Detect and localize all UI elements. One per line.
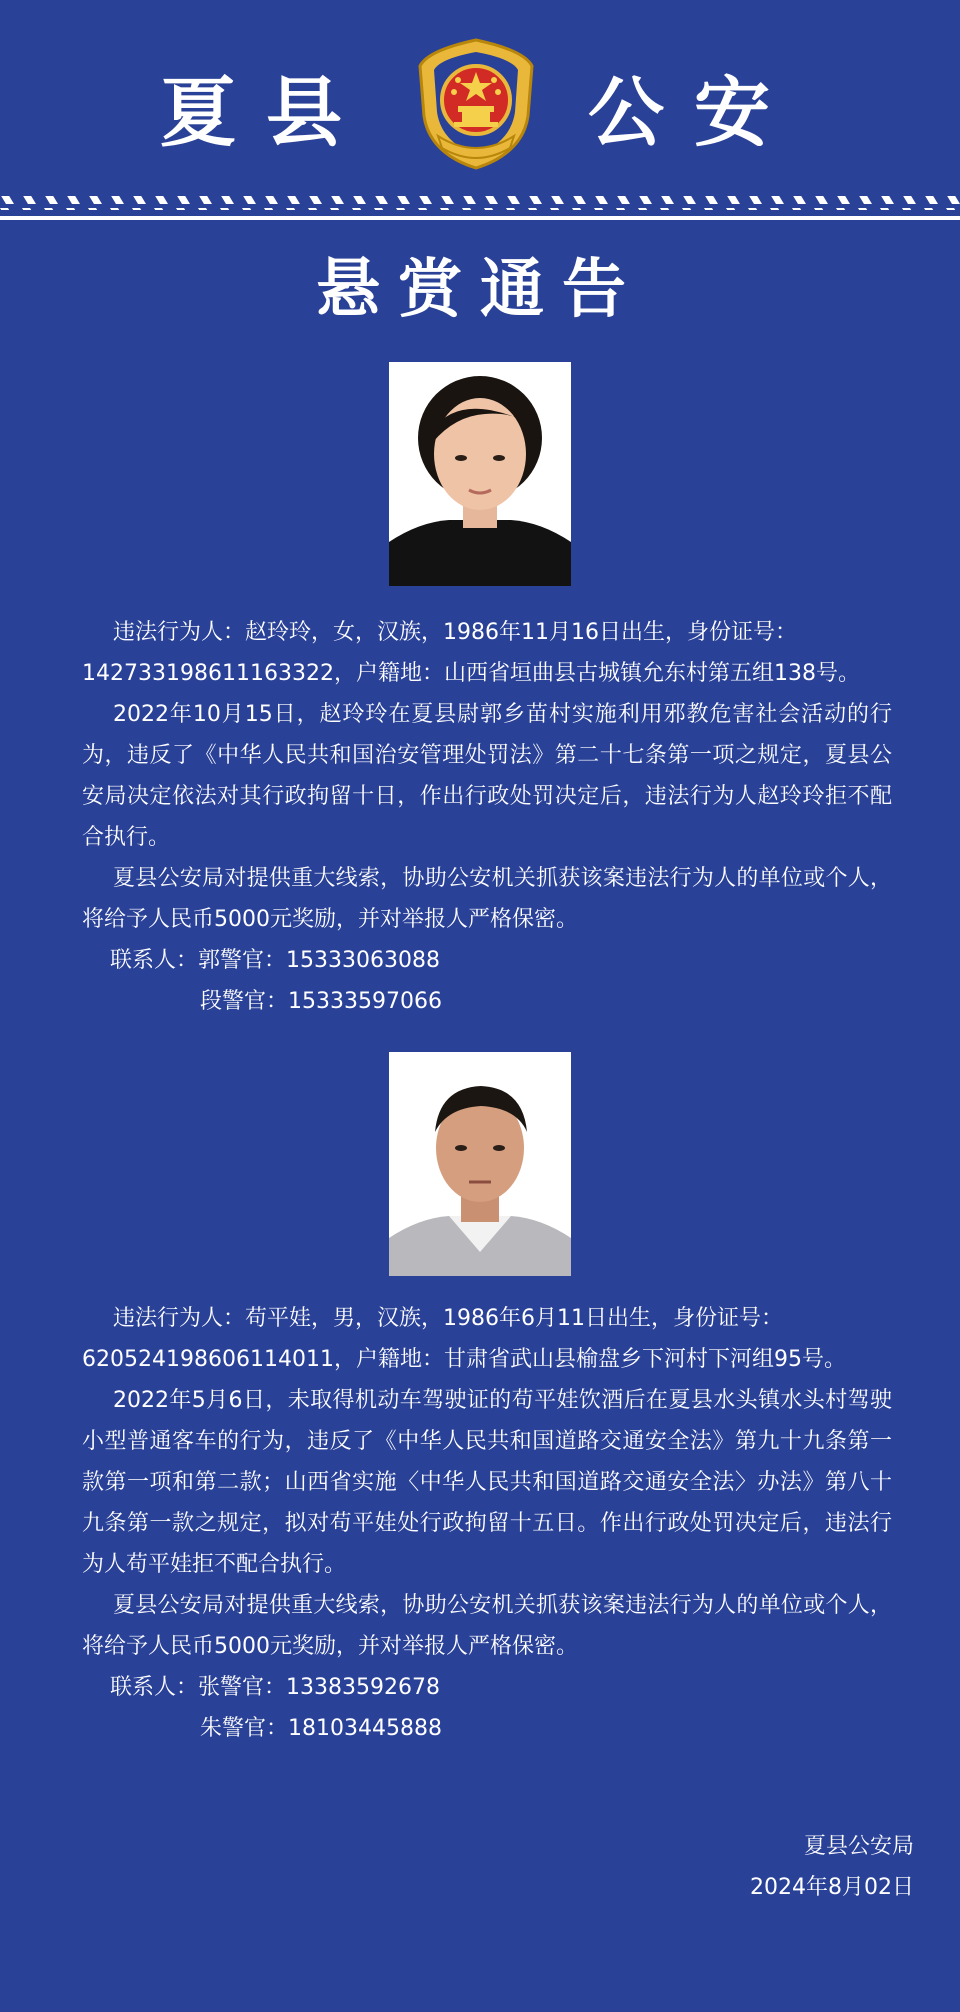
person-id-address: 620524198606114011，户籍地：甘肃省武山县榆盘乡下河村下河组95号。	[82, 1347, 846, 1372]
notice-title: 悬赏通告	[316, 253, 644, 327]
issuer-name: 夏县公安局	[803, 1834, 914, 1859]
reward-text: 夏县公安局对提供重大线索，协助公安机关抓获该案违法行为人的单位或个人，将给予人民币5000元奖励，并对举报人严格保密。	[82, 866, 892, 932]
reward-text: 夏县公安局对提供重大线索，协助公安机关抓获该案违法行为人的单位或个人，将给予人民币5000元奖励，并对举报人严格保密。	[82, 1593, 892, 1659]
person-intro-line: 违法行为人：赵玲玲，女，汉族，1986年11月16日出生，身份证号：	[113, 620, 797, 645]
police-emblem-icon	[414, 36, 538, 172]
person-intro-line: 违法行为人：苟平娃，男，汉族，1986年6月11日出生，身份证号：	[113, 1306, 783, 1331]
header-left-word: 夏县	[160, 68, 372, 157]
portrait-photo-female	[389, 362, 571, 586]
contact-line-2: 朱警官：18103445888	[200, 1716, 442, 1741]
person-section-1	[82, 612, 892, 1022]
case-description: 2022年10月15日，赵玲玲在夏县尉郭乡苗村实施利用邪教危害社会活动的行为，违反了《中华人民共和国治安管理处罚法》第二十七条第一项之规定，夏县公安局决定依法对其行政拘留十日，作出行政处罚决定后，违法行为人赵玲玲拒不配合执行。	[82, 702, 892, 850]
header	[0, 0, 960, 200]
portrait-photo-male	[389, 1052, 571, 1276]
issue-date: 2024年8月02日	[750, 1875, 914, 1900]
contact-line-1: 联系人：郭警官：15333063088	[110, 948, 440, 973]
header-divider	[0, 192, 960, 228]
contact-line-1: 联系人：张警官：13383592678	[110, 1675, 440, 1700]
person-section-2	[82, 1298, 892, 1749]
contact-line-2: 段警官：15333597066	[200, 989, 442, 1014]
person-id-address: 142733198611163322，户籍地：山西省垣曲县古城镇允东村第五组138号。	[82, 661, 860, 686]
header-right-word: 公安	[588, 68, 800, 157]
case-description: 2022年5月6日，未取得机动车驾驶证的苟平娃饮酒后在夏县水头镇水头村驾驶小型普通客车的行为，违反了《中华人民共和国道路交通安全法》第九十九条第一款第一项和第二款；山西省实施〈中华人民共和国道路交通安全法〉办法》第八十九条第一款之规定，拟对苟平娃处行政拘留十五日。作出行政处罚决定后，违法行为人苟平娃拒不配合执行。	[82, 1388, 892, 1577]
footer	[750, 1826, 914, 1908]
